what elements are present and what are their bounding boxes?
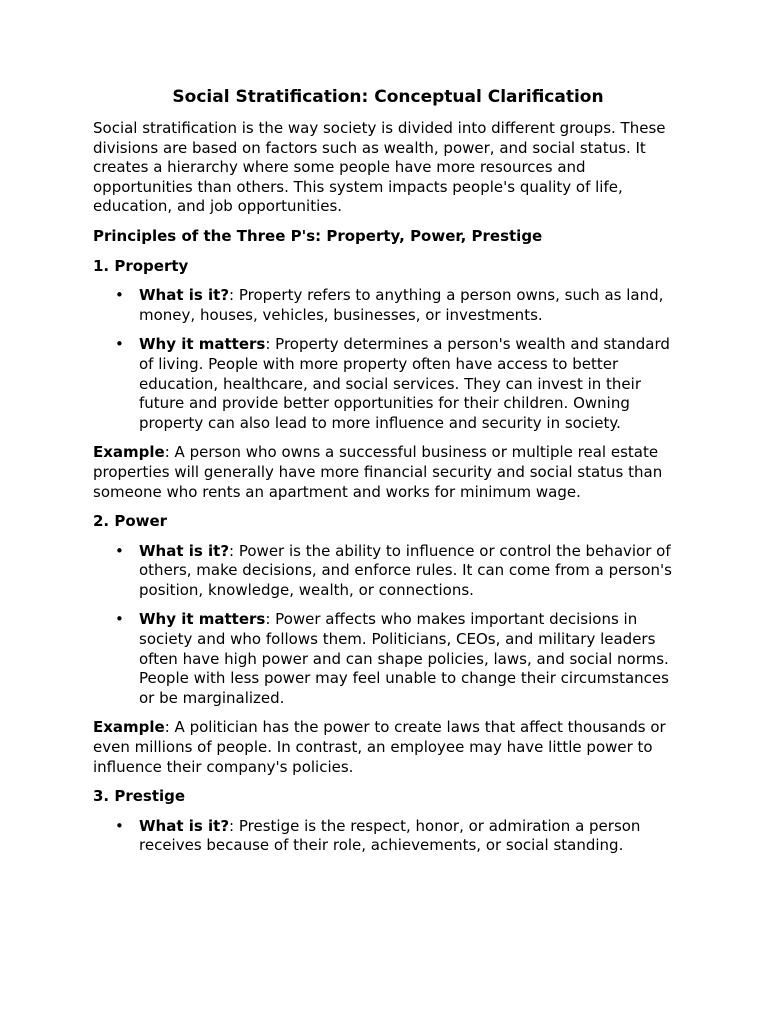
example-label: Example xyxy=(93,443,165,462)
example-paragraph-property xyxy=(93,443,683,502)
bullet-list-property xyxy=(93,286,683,433)
bullet-text: : Power affects who makes important decisions in society and who follows them. Politicians, CEOs, and military leaders often have high power and can shape policies, laws, and social norms. People with less power may feel unable to change their circumstances or be marginalized. xyxy=(139,610,669,707)
bullet-text: : Power is the ability to influence or control the behavior of others, make decisions, and enforce rules. It can come from a person's position, knowledge, wealth, or connections. xyxy=(139,541,672,599)
bullet-text: : Property determines a person's wealth and standard of living. People with more property often have access to better education, healthcare, and social services. They can invest in their future and provide better opportunities for their children. Owning property can also lead to more influence and security in society. xyxy=(139,335,670,432)
example-paragraph-power xyxy=(93,718,683,777)
document-page xyxy=(93,86,683,866)
list-item xyxy=(139,610,683,708)
list-item xyxy=(139,542,683,601)
list-item xyxy=(139,286,683,325)
list-item xyxy=(139,817,683,856)
section-heading-power: 2. Power xyxy=(93,512,168,531)
bullet-text: : Prestige is the respect, honor, or admiration a person receives because of their role, achievements, or social standing. xyxy=(139,816,641,855)
bullet-label: What is it? xyxy=(139,816,230,835)
example-label: Example xyxy=(93,718,165,737)
document-title: Social Stratification: Conceptual Clarification xyxy=(172,87,604,107)
bullet-label: Why it matters xyxy=(139,610,266,629)
section-heading-prestige: 3. Prestige xyxy=(93,787,186,806)
example-text: : A person who owns a successful business or multiple real estate properties will generally have more financial security and social status than someone who rents an apartment and works for minimum wage. xyxy=(93,443,663,501)
bullet-text: : Property refers to anything a person owns, such as land, money, houses, vehicles, businesses, or investments. xyxy=(139,286,664,324)
bullet-label: What is it? xyxy=(139,286,230,305)
intro-paragraph: Social stratification is the way society is divided into different groups. These divisions are based on factors such as wealth, power, and social status. It creates a hierarchy where some people have more resources and opportunities than others. This system impacts people's quality of life, education, and job opportunities. xyxy=(93,119,666,216)
bullet-list-prestige xyxy=(93,817,683,856)
bullet-label: Why it matters xyxy=(139,335,266,354)
example-text: : A politician has the power to create laws that affect thousands or even millions of people. In contrast, an employee may have little power to influence their company's policies. xyxy=(93,718,666,776)
section-heading-property: 1. Property xyxy=(93,256,189,275)
bullet-label: What is it? xyxy=(139,541,230,560)
bullet-list-power xyxy=(93,542,683,709)
list-item xyxy=(139,335,683,433)
principles-heading: Principles of the Three P's: Property, Power, Prestige xyxy=(93,226,543,245)
